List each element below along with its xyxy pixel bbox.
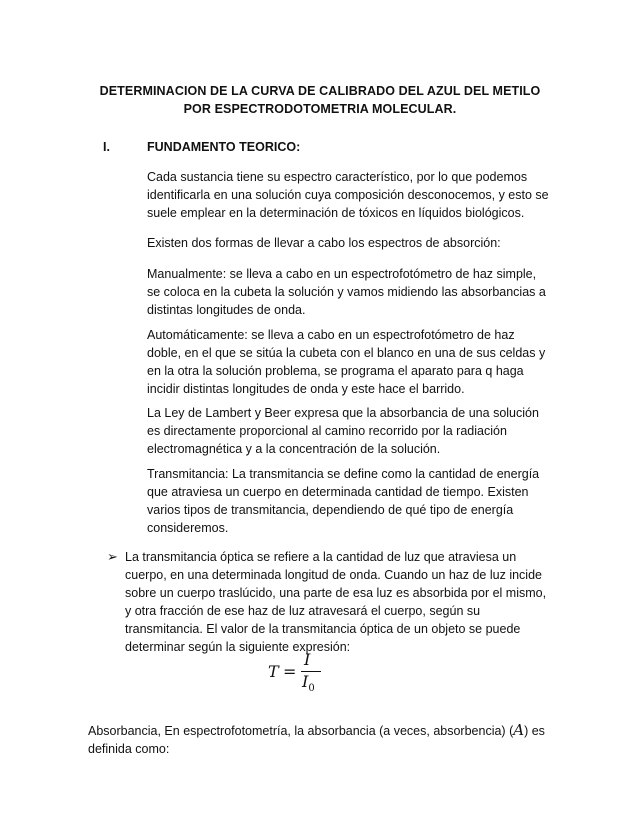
- paragraph-automatic: [147, 326, 552, 398]
- bullet-line: determinar según la siguiente expresión:: [125, 640, 351, 654]
- bullet-arrow-icon: ➢: [107, 549, 118, 564]
- absorbance-symbol: A: [513, 721, 525, 739]
- paragraph-transmittance: [147, 465, 552, 537]
- formula-equals: =: [283, 662, 297, 681]
- paragraph-lambert-beer: [147, 404, 552, 458]
- paragraph-line: se coloca en la cubeta la solución y vamos midiendo las absorbancias a: [147, 285, 546, 299]
- paragraph-line: Transmitancia: La transmitancia se define como la cantidad de energía: [147, 467, 540, 481]
- paragraph-forms: [147, 234, 552, 252]
- paragraph-line: es directamente proporcional al camino recorrido por la radiación: [147, 424, 507, 438]
- paragraph-line: Existen dos formas de llevar a cabo los espectros de absorción:: [147, 236, 501, 250]
- paragraph-line: consideremos.: [147, 521, 229, 535]
- bullet-line: transmitancia. El valor de la transmitancia óptica de un objeto se puede: [125, 622, 521, 636]
- bullet-text: [125, 548, 555, 656]
- paragraph-intro: [147, 168, 552, 222]
- absorbance-text-after: ) es: [524, 724, 545, 738]
- paragraph-manual: [147, 265, 552, 319]
- transmittance-formula: [268, 650, 338, 695]
- formula-denominator-base: I: [302, 672, 309, 691]
- paragraph-line: identificarla en una solución cuya composición desconocemos, y esto se: [147, 188, 549, 202]
- paragraph-line: incidir distintas longitudes de onda y este hace el barrido.: [147, 382, 465, 396]
- bullet-line: La transmitancia óptica se refiere a la cantidad de luz que atraviesa un: [125, 550, 517, 564]
- formula-lhs: T: [268, 662, 279, 681]
- bullet-line: cuerpo, en una determinada longitud de onda. Cuando un haz de luz incide: [125, 568, 542, 582]
- formula-denominator-subscript: 0: [308, 683, 315, 695]
- title-line-1: DETERMINACION DE LA CURVA DE CALIBRADO DEL AZUL DEL METILO: [99, 84, 541, 98]
- paragraph-line: distintas longitudes de onda.: [147, 303, 306, 317]
- absorbance-paragraph: [88, 722, 558, 758]
- document-title: [90, 82, 550, 118]
- paragraph-line: en la otra la solución problema, se programa el aparato para q haga: [147, 364, 524, 378]
- paragraph-line: La Ley de Lambert y Beer expresa que la absorbancia de una solución: [147, 406, 539, 420]
- paragraph-line: doble, en el que se sitúa la cubeta con el blanco en una de sus celdas y: [147, 346, 546, 360]
- formula-denominator: [302, 672, 315, 694]
- paragraph-line: que atraviesa un cuerpo en determinada cantidad de tiempo. Existen: [147, 485, 529, 499]
- paragraph-line: electromagnética y a la concentración de la solución.: [147, 442, 441, 456]
- title-line-2: POR ESPECTRODOTOMETRIA MOLECULAR.: [183, 102, 457, 116]
- absorbance-line-1: [88, 722, 558, 740]
- bullet-line: sobre un cuerpo traslúcido, una parte de esa luz es absorbida por el mismo,: [125, 586, 547, 600]
- bullet-line: y otra fracción de ese haz de luz atravesará el cuerpo, según su: [125, 604, 481, 618]
- paragraph-line: Automáticamente: se lleva a cabo en un espectrofotómetro de haz: [147, 328, 515, 342]
- absorbance-line-2: definida como:: [88, 742, 170, 756]
- paragraph-line: varios tipos de transmitancia, dependiendo de qué tipo de energía: [147, 503, 514, 517]
- paragraph-line: suele emplear en la determinación de tóxicos en líquidos biológicos.: [147, 206, 525, 220]
- formula-numerator: I: [304, 650, 311, 669]
- paragraph-line: Cada sustancia tiene su espectro característico, por lo que podemos: [147, 170, 528, 184]
- section-number: I.: [103, 140, 110, 154]
- paragraph-line: Manualmente: se lleva a cabo en un espectrofotómetro de haz simple,: [147, 267, 537, 281]
- section-title: FUNDAMENTO TEORICO:: [147, 140, 301, 154]
- absorbance-text-before: Absorbancia, En espectrofotometría, la absorbancia (a veces, absorbencia) (: [88, 724, 514, 738]
